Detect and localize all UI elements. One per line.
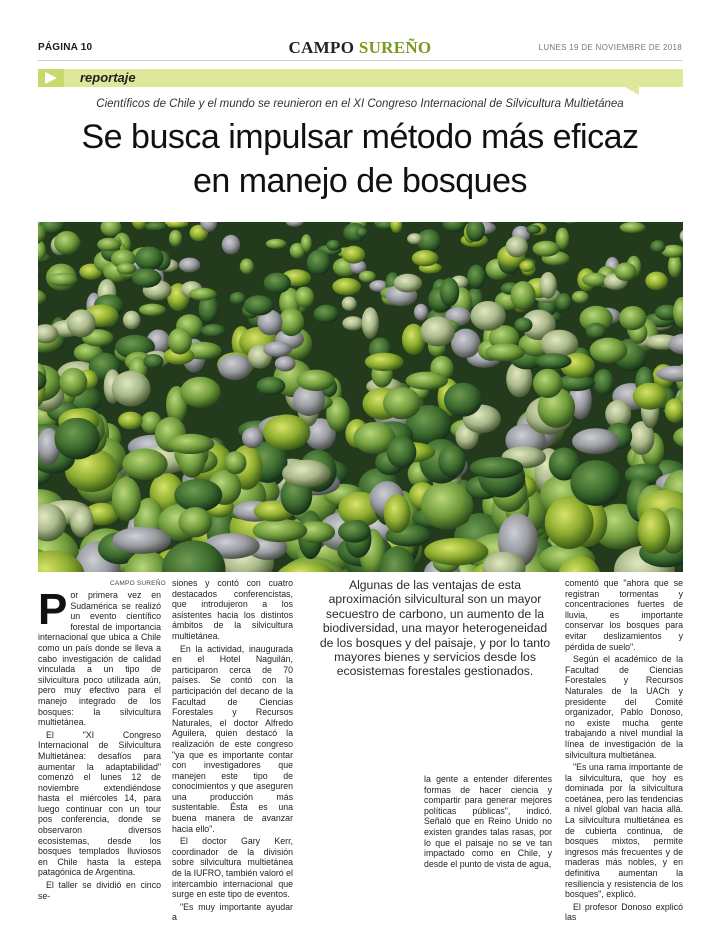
tree-crown <box>620 222 646 233</box>
tree-crown <box>139 304 166 316</box>
tree-crown <box>582 273 608 287</box>
tree-crown <box>342 246 365 264</box>
tree-crown <box>263 341 292 357</box>
tree-crown <box>365 353 404 371</box>
tree-crown <box>438 445 465 477</box>
paragraph: la gente a entender diferentes formas de hacer ciencia y compartir para generar mejores políticas públicas", indicó. Señaló que en Reino Unido no existen grandes talas rasas, por lo que el paisaje no se ve tan impactado como en Chile, y desde el punto de vista de agua, <box>424 774 552 869</box>
tree-crown <box>514 318 532 333</box>
article-headline <box>38 115 682 203</box>
masthead-sureno: SUREÑO <box>359 38 432 57</box>
tree-crown <box>470 301 505 331</box>
paragraph: El doctor Gary Kerr, coordinador de la división sobre silvicultura multietánea de la IUFRO, también valoró el intercambio internacional que surge en este tipo de eventos. <box>172 836 293 900</box>
tree-crown <box>54 231 80 255</box>
tree-crown <box>638 508 671 554</box>
tree-crown <box>264 273 291 294</box>
paragraph: El "XI Congreso Internacional de Silvicultura Multietánea: desafíos para aumentar la adaptabilidad" comenzó el lunes 12 de noviembre extendiéndose hasta el miércoles 14, para luego continuar con un tour pos conferencia, donde se observaron diversos ecosistemas, desde los bosques templados lluviosos en Chile hasta la estepa patagónica de Argentina. <box>38 730 161 878</box>
paragraph: comentó que "ahora que se registran tormentas y concentraciones fuertes de lluvia, es importante conservar los bosques para evitar deslizamientos y pérdida de suelo". <box>565 578 683 652</box>
play-arrow-icon <box>44 72 58 84</box>
tree-crown <box>545 496 594 549</box>
tree-crown <box>533 369 562 398</box>
paragraph: "Es muy importante ayudar a <box>172 902 293 923</box>
tree-crown <box>253 519 308 542</box>
tree-crown <box>240 259 254 275</box>
tree-crown <box>332 278 361 295</box>
tree-crown <box>342 297 357 311</box>
paragraph: El taller se dividió en cinco se- <box>38 880 161 901</box>
tree-crown <box>359 271 376 283</box>
tree-crown <box>97 238 121 251</box>
tree-crown <box>556 228 570 250</box>
tree-crown <box>467 265 485 289</box>
tree-crown <box>619 306 646 330</box>
article-kicker: Científicos de Chile y el mundo se reunieron en el XI Congreso Internacional de Silvicultura Multietánea <box>38 98 682 110</box>
paragraph: El profesor Donoso explicó las <box>565 902 683 923</box>
tree-crown <box>242 427 263 448</box>
headline-line-1: Se busca impulsar método más eficaz <box>38 115 682 159</box>
paragraph: siones y contó con cuatro destacados conferencistas, que introdujeron a los asistentes hacia los distintos ámbitos de la silvicultura multietánea. <box>172 578 293 642</box>
tree-crown <box>555 293 571 311</box>
tree-crown <box>301 234 312 252</box>
paragraph: Según el académico de la Facultad de Ciencias Forestales y Recursos Naturales de la UACh y presidente del Comité organizador, Pablo Donoso, no existe mucha gente trabajando a nivel mundial la línea de investigación de la silvicultura multietánea. <box>565 654 683 760</box>
tree-crown <box>48 273 78 286</box>
tree-crown <box>594 369 614 396</box>
tree-crown <box>143 354 163 369</box>
tree-crown <box>132 269 161 288</box>
tree-crown <box>645 272 668 291</box>
tree-crown <box>338 520 371 542</box>
tree-crown <box>535 353 571 369</box>
tree-crown <box>295 287 315 308</box>
tree-crown <box>326 240 340 251</box>
tree-crown <box>168 328 192 355</box>
tree-crown <box>590 338 628 364</box>
tree-crown <box>362 307 379 339</box>
headline-line-2: en manejo de bosques <box>38 159 682 203</box>
tree-crown <box>572 291 589 304</box>
tree-crown <box>189 288 217 301</box>
tree-crown <box>112 527 171 554</box>
tree-crown <box>572 428 619 454</box>
tree-crown <box>387 436 417 468</box>
tree-crown <box>633 383 668 410</box>
tree-crown <box>266 239 287 249</box>
tree-crown <box>485 343 525 361</box>
tree-crown <box>179 258 200 273</box>
tree-crown <box>470 457 523 478</box>
tree-crown <box>167 434 214 454</box>
tree-crown <box>526 225 541 234</box>
section-play-box <box>38 69 64 87</box>
tree-crown <box>539 272 556 299</box>
tree-crown <box>420 317 455 347</box>
article-column-4 <box>565 578 683 925</box>
paragraph: or primera vez en Sudamérica se realizó un evento científico forestal de importancia internacional que ubica a Chile como un país donde se lleva a cabo investigación de calidad vinculada a un tipo de silvicultura poco utilizada aún, pero muy efectivo para el manejo integrado de los bosques: la silvicultura multietánea. <box>38 590 161 728</box>
tree-crown <box>180 377 221 408</box>
photo-credit: CAMPO SUREÑO <box>110 580 166 587</box>
paragraph: "Es una rama importante de la silvicultura, que hoy es dominada por la silvicultura coetánea, pero las tendencias a nivel global van hacia allá. La silvicultura multietánea es de cubierta continua, de bosques mixtos, permite ingresos más frecuentes y de maderas más nobles, y en definitiva aumentan la resiliencia y resistencia de los bosques", explicó. <box>565 762 683 900</box>
tree-crown <box>244 295 274 315</box>
tree-crown <box>174 479 222 512</box>
tree-crown <box>650 240 665 253</box>
tree-crown <box>519 260 534 272</box>
tree-crown <box>414 304 428 321</box>
tree-crown <box>570 460 621 506</box>
tree-crown <box>533 241 560 257</box>
tree-crown <box>60 368 88 397</box>
article-column-1 <box>38 590 161 903</box>
tree-crown <box>112 477 141 521</box>
tree-crown <box>179 507 212 537</box>
tree-crown <box>297 370 335 391</box>
tree-crown <box>70 506 94 537</box>
page-number: PÁGINA 10 <box>38 42 92 53</box>
tree-crown <box>201 324 226 337</box>
tree-crown <box>263 414 310 450</box>
tree-crown <box>383 387 421 419</box>
tree-crown <box>407 233 422 244</box>
tree-crown <box>406 372 448 390</box>
section-bar-tip <box>625 87 639 95</box>
tree-crown <box>112 371 151 407</box>
tree-crown <box>506 236 528 257</box>
tree-crown <box>222 235 240 255</box>
tree-crown <box>511 281 536 310</box>
tree-crown <box>307 250 331 276</box>
tree-crown <box>279 308 305 336</box>
tree-crown <box>169 230 182 247</box>
tree-crown <box>282 460 331 488</box>
tree-crown <box>615 263 637 281</box>
tree-crown <box>230 292 246 305</box>
dateline: LUNES 19 DE NOVIEMBRE DE 2018 <box>539 43 682 52</box>
page-header <box>38 38 682 61</box>
tree-crown <box>145 222 168 231</box>
tree-crown <box>424 538 488 565</box>
tree-crown <box>67 309 96 337</box>
masthead-campo: CAMPO <box>289 38 355 57</box>
tree-crown <box>314 305 339 323</box>
tree-crown <box>257 377 286 395</box>
tree-crown <box>355 227 367 237</box>
tree-crown <box>451 329 480 358</box>
tree-crown <box>586 323 607 339</box>
drop-cap: P <box>38 592 67 628</box>
article-column-2 <box>172 578 293 925</box>
tree-crown <box>440 278 459 307</box>
tree-crown <box>384 494 411 533</box>
tree-crown <box>275 356 296 371</box>
tree-crown <box>135 246 164 270</box>
tree-crown <box>421 481 473 529</box>
pull-quote: Algunas de las ventajas de esta aproximación silvicultural son un mayor secuestro de carbono, un aumento de la biodiversidad, una mayor heterogeneidad de los bosques y del paisaje, y por lo tanto mayores bienes y servicios desde los ecosistemas forestales gestionados. <box>316 578 554 679</box>
tree-crown <box>444 383 482 417</box>
tree-crown <box>224 451 246 474</box>
tree-crown <box>54 418 99 460</box>
tree-crown <box>118 412 143 430</box>
tree-crown <box>122 449 167 481</box>
tree-crown <box>342 316 363 330</box>
article-column-3 <box>424 774 552 871</box>
tree-crown <box>123 311 141 330</box>
forest-photo <box>38 222 683 572</box>
tree-crown <box>218 354 252 380</box>
section-label: reportaje <box>80 70 136 85</box>
tree-crown <box>394 274 423 293</box>
paragraph: En la actividad, inaugurada en el Hotel Naguilán, participaron cerca de 70 países. Se contó con la participación del decano de la Facultad de Ciencias Forestales y Recursos Naturales, el doctor Alfredo Aguilera, quien destacó la realización de este congreso "ya que es importante contar con investigadores que manejen este tipo de conocimientos y que aseguren una producción más sustentable. Ésta es una buena manera de avanzar hacia ello". <box>172 644 293 835</box>
tree-crown <box>412 250 438 266</box>
tree-crown <box>117 263 136 275</box>
